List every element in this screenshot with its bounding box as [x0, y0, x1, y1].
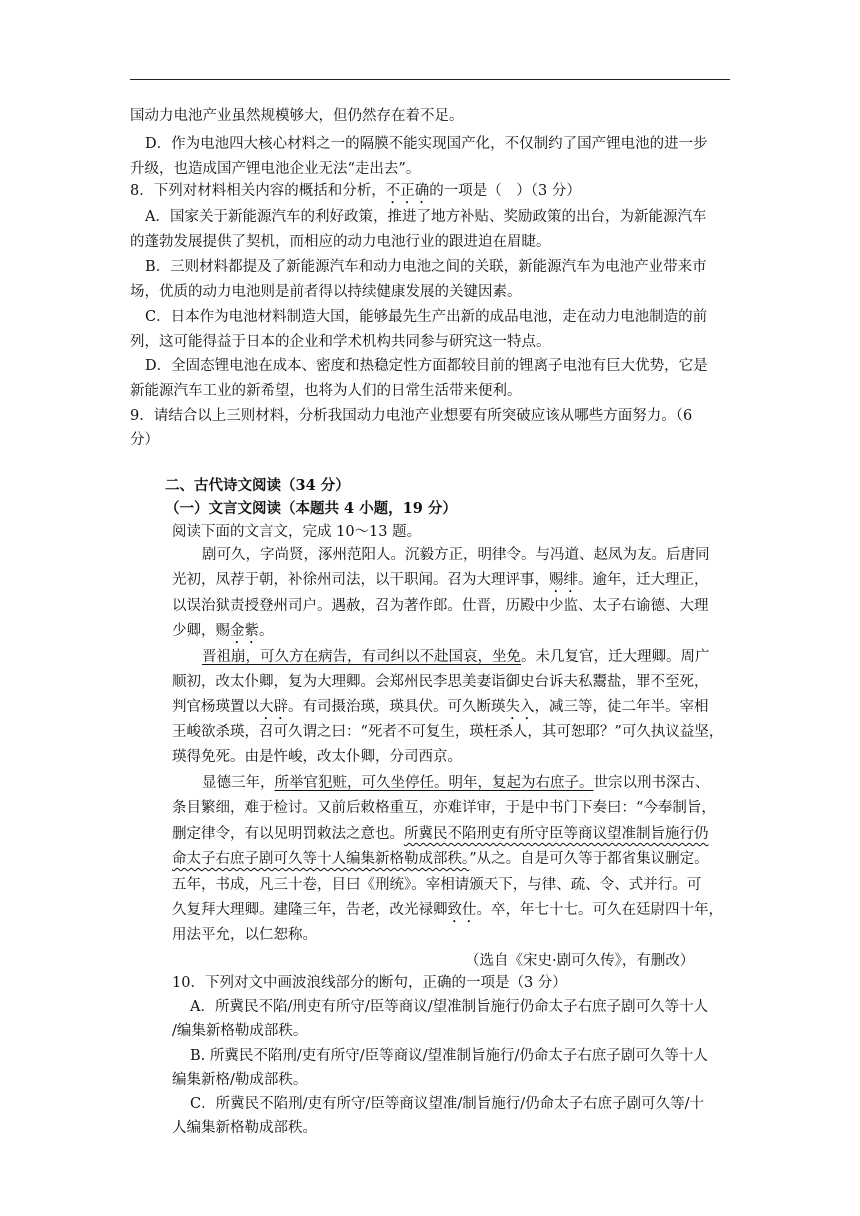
passage-line	[172, 621, 274, 647]
text-line: 升级，也造成国产锂电池企业无法“走出去”。	[130, 161, 421, 177]
q10-option-a-line1: A．所冀民不陷/刑吏有所守/臣等商议/望准制旨施行仍命太子右庶子剧可久等十人	[190, 999, 709, 1015]
passage-line: 瑛得免死。由是忤峻，改太仆卿，分司西京。	[172, 749, 462, 765]
passage-wavy-underlined: 所冀民不陷刑吏有所守臣等商议望准制旨施行仍	[404, 826, 709, 842]
question-9-line2: 分）	[130, 432, 159, 448]
header-rule	[130, 79, 730, 80]
passage-line: 用法平允，以仁恕称。	[172, 927, 317, 943]
subsection-heading: （一）文言文阅读（本题共 4 小题，19 分）	[165, 500, 457, 517]
passage-text: 删定律令，有以见明罚敕法之意也。	[172, 826, 404, 842]
passage-line: 条目繁细，难于检讨。又前后敕格重互，亦难详审，于是中书门下奏曰：“今奉制旨，	[172, 800, 716, 816]
q8-option-d-line2: 新能源汽车工业的新希望，也将为人们的日常生活带来便利。	[130, 383, 522, 399]
passage-text: ”从之。自是可久等于都省集议删定。	[469, 851, 709, 867]
text-line: D．作为电池四大核心材料之一的隔膜不能实现国产化，不仅制约了国产锂电池的进一步	[145, 136, 708, 152]
question-10-stem: 10．下列对文中画波浪线部分的断句，正确的一项是（3 分）	[172, 975, 567, 991]
q10-option-b-line2: 编集新格/勒成部秩。	[172, 1072, 308, 1088]
passage-emphasized: 失入	[505, 699, 535, 715]
passage-text: 。卒，年七十七。可久在廷尉四十年，	[476, 902, 723, 918]
passage-line: 以误治狱责授登州司户。遇赦，召为著作郎。仕晋，历殿中少监、太子右谕德、大理	[172, 598, 709, 614]
passage-text: 。逾年，迁大理正，	[578, 572, 709, 588]
passage-underlined: 晋祖崩，可久方在病告，有司纠以不赴国哀，坐免	[202, 649, 521, 665]
passage-text: 显德三年，	[202, 775, 275, 791]
passage-line: 顺初，改太仆卿，复为大理卿。会郑州民李思美妻诣御史台诉夫私鬻盐，罪不至死，	[172, 674, 709, 690]
q8-option-c-line1: C．日本作为电池材料制造大国，能够最先生产出新的成品电池，走在动力电池制造的前	[145, 309, 708, 325]
q8-suffix: 的一项是（ ）（3 分）	[429, 183, 581, 199]
passage-text: 。未几复官，迁大理卿。周广	[521, 649, 710, 665]
question-9-line1: 9．请结合以上三则材料，分析我国动力电池产业想要有所突破应该从哪些方面努力。（6	[130, 408, 693, 424]
q10-option-c-line1: C．所冀民不陷刑/吏有所守/臣等商议望准/制旨施行/仍命太子右庶子剧可久等/十	[190, 1096, 705, 1112]
passage-line	[202, 647, 710, 667]
passage-line	[172, 824, 709, 844]
passage-emphasized: 大辟	[259, 699, 288, 715]
q10-option-b-line1: B. 所冀民不陷刑/吏有所守/臣等商议/望准制旨施行/仍命太子右庶子剧可久等十人	[190, 1048, 708, 1064]
q8-option-a-line2: 的蓬勃发展提供了契机，而相应的动力电池行业的跟进迫在眉睫。	[130, 234, 551, 250]
passage-line	[172, 697, 709, 723]
q8-option-b-line2: 场，优质的动力电池则是前者得以持续健康发展的关键因素。	[130, 284, 522, 300]
passage-text: 光初，凤荐于朝，补徐州司法，以干职闻。召为大理评事，	[172, 572, 549, 588]
passage-text: 久复拜大理卿。建隆三年，告老，改光禄卿	[172, 902, 448, 918]
passage-underlined: 所举官犯赃，可久坐停任。明年，复起为右庶子。	[274, 775, 594, 791]
passage-text: 。	[259, 623, 274, 639]
passage-emphasized: 致仕	[447, 902, 477, 918]
passage-text: ，减三等，徒二年半。宰相	[534, 699, 709, 715]
passage-line	[172, 849, 709, 869]
question-8-stem	[130, 181, 581, 207]
reading-instruction: 阅读下面的文言文，完成 10～13 题。	[172, 524, 422, 540]
passage-source: （选自《宋史·剧可久传》，有删改）	[465, 953, 695, 969]
q10-option-a-line2: /编集新格勒成部秩。	[172, 1023, 308, 1039]
passage-line	[172, 900, 723, 926]
passage-wavy-underlined: 命太子右庶子剧可久等十人编集新格勒成部秩。	[172, 851, 470, 867]
passage-line	[172, 570, 709, 596]
q8-emphasis: 不正确	[385, 183, 430, 199]
passage-text: 世宗以刑书深古、	[593, 775, 710, 791]
passage-text: 少卿，赐	[172, 623, 230, 639]
passage-emphasized: 金紫	[230, 623, 259, 639]
q8-option-d-line1: D．全固态锂电池在成本、密度和热稳定性方面都较目前的锂离子电池有巨大优势，它是	[145, 358, 708, 374]
text-line: 国动力电池产业虽然规模够大，但仍然存在着不足。	[130, 108, 464, 124]
passage-line: 王峻欲杀瑛，召可久谓之曰：“死者不可复生，瑛枉杀人，其可恕耶？”可久执议益坚，	[172, 724, 724, 740]
passage-line: 五年，书成，凡三十卷，目曰《刑统》。宰相请颁天下，与律、疏、令、式并行。可	[172, 877, 702, 893]
passage-emphasized: 赐绯	[549, 572, 578, 588]
section-heading: 二、古代诗文阅读（34 分）	[165, 477, 350, 494]
q8-prefix: 8．下列对材料相关内容的概括和分析，	[130, 183, 386, 199]
passage-line	[202, 773, 710, 793]
q8-option-b-line1: B．三则材料都提及了新能源汽车和动力电池之间的关联，新能源汽车为电池产业带来市	[145, 259, 707, 275]
passage-line: 剧可久，字尚贤，涿州范阳人。沉毅方正，明律令。与冯道、赵凤为友。后唐同	[202, 547, 710, 563]
q8-option-c-line2: 列，这可能得益于日本的企业和学术机构共同参与研究这一特点。	[130, 334, 551, 350]
q8-option-a-line1: A．国家关于新能源汽车的利好政策，推进了地方补贴、奖励政策的出台，为新能源汽车	[145, 209, 707, 225]
passage-text: 判官杨瑛置以	[172, 699, 259, 715]
passage-text: 。有司摄治瑛，瑛具伏。可久断瑛	[288, 699, 506, 715]
q10-option-c-line2: 人编集新格勒成部秩。	[172, 1120, 317, 1136]
